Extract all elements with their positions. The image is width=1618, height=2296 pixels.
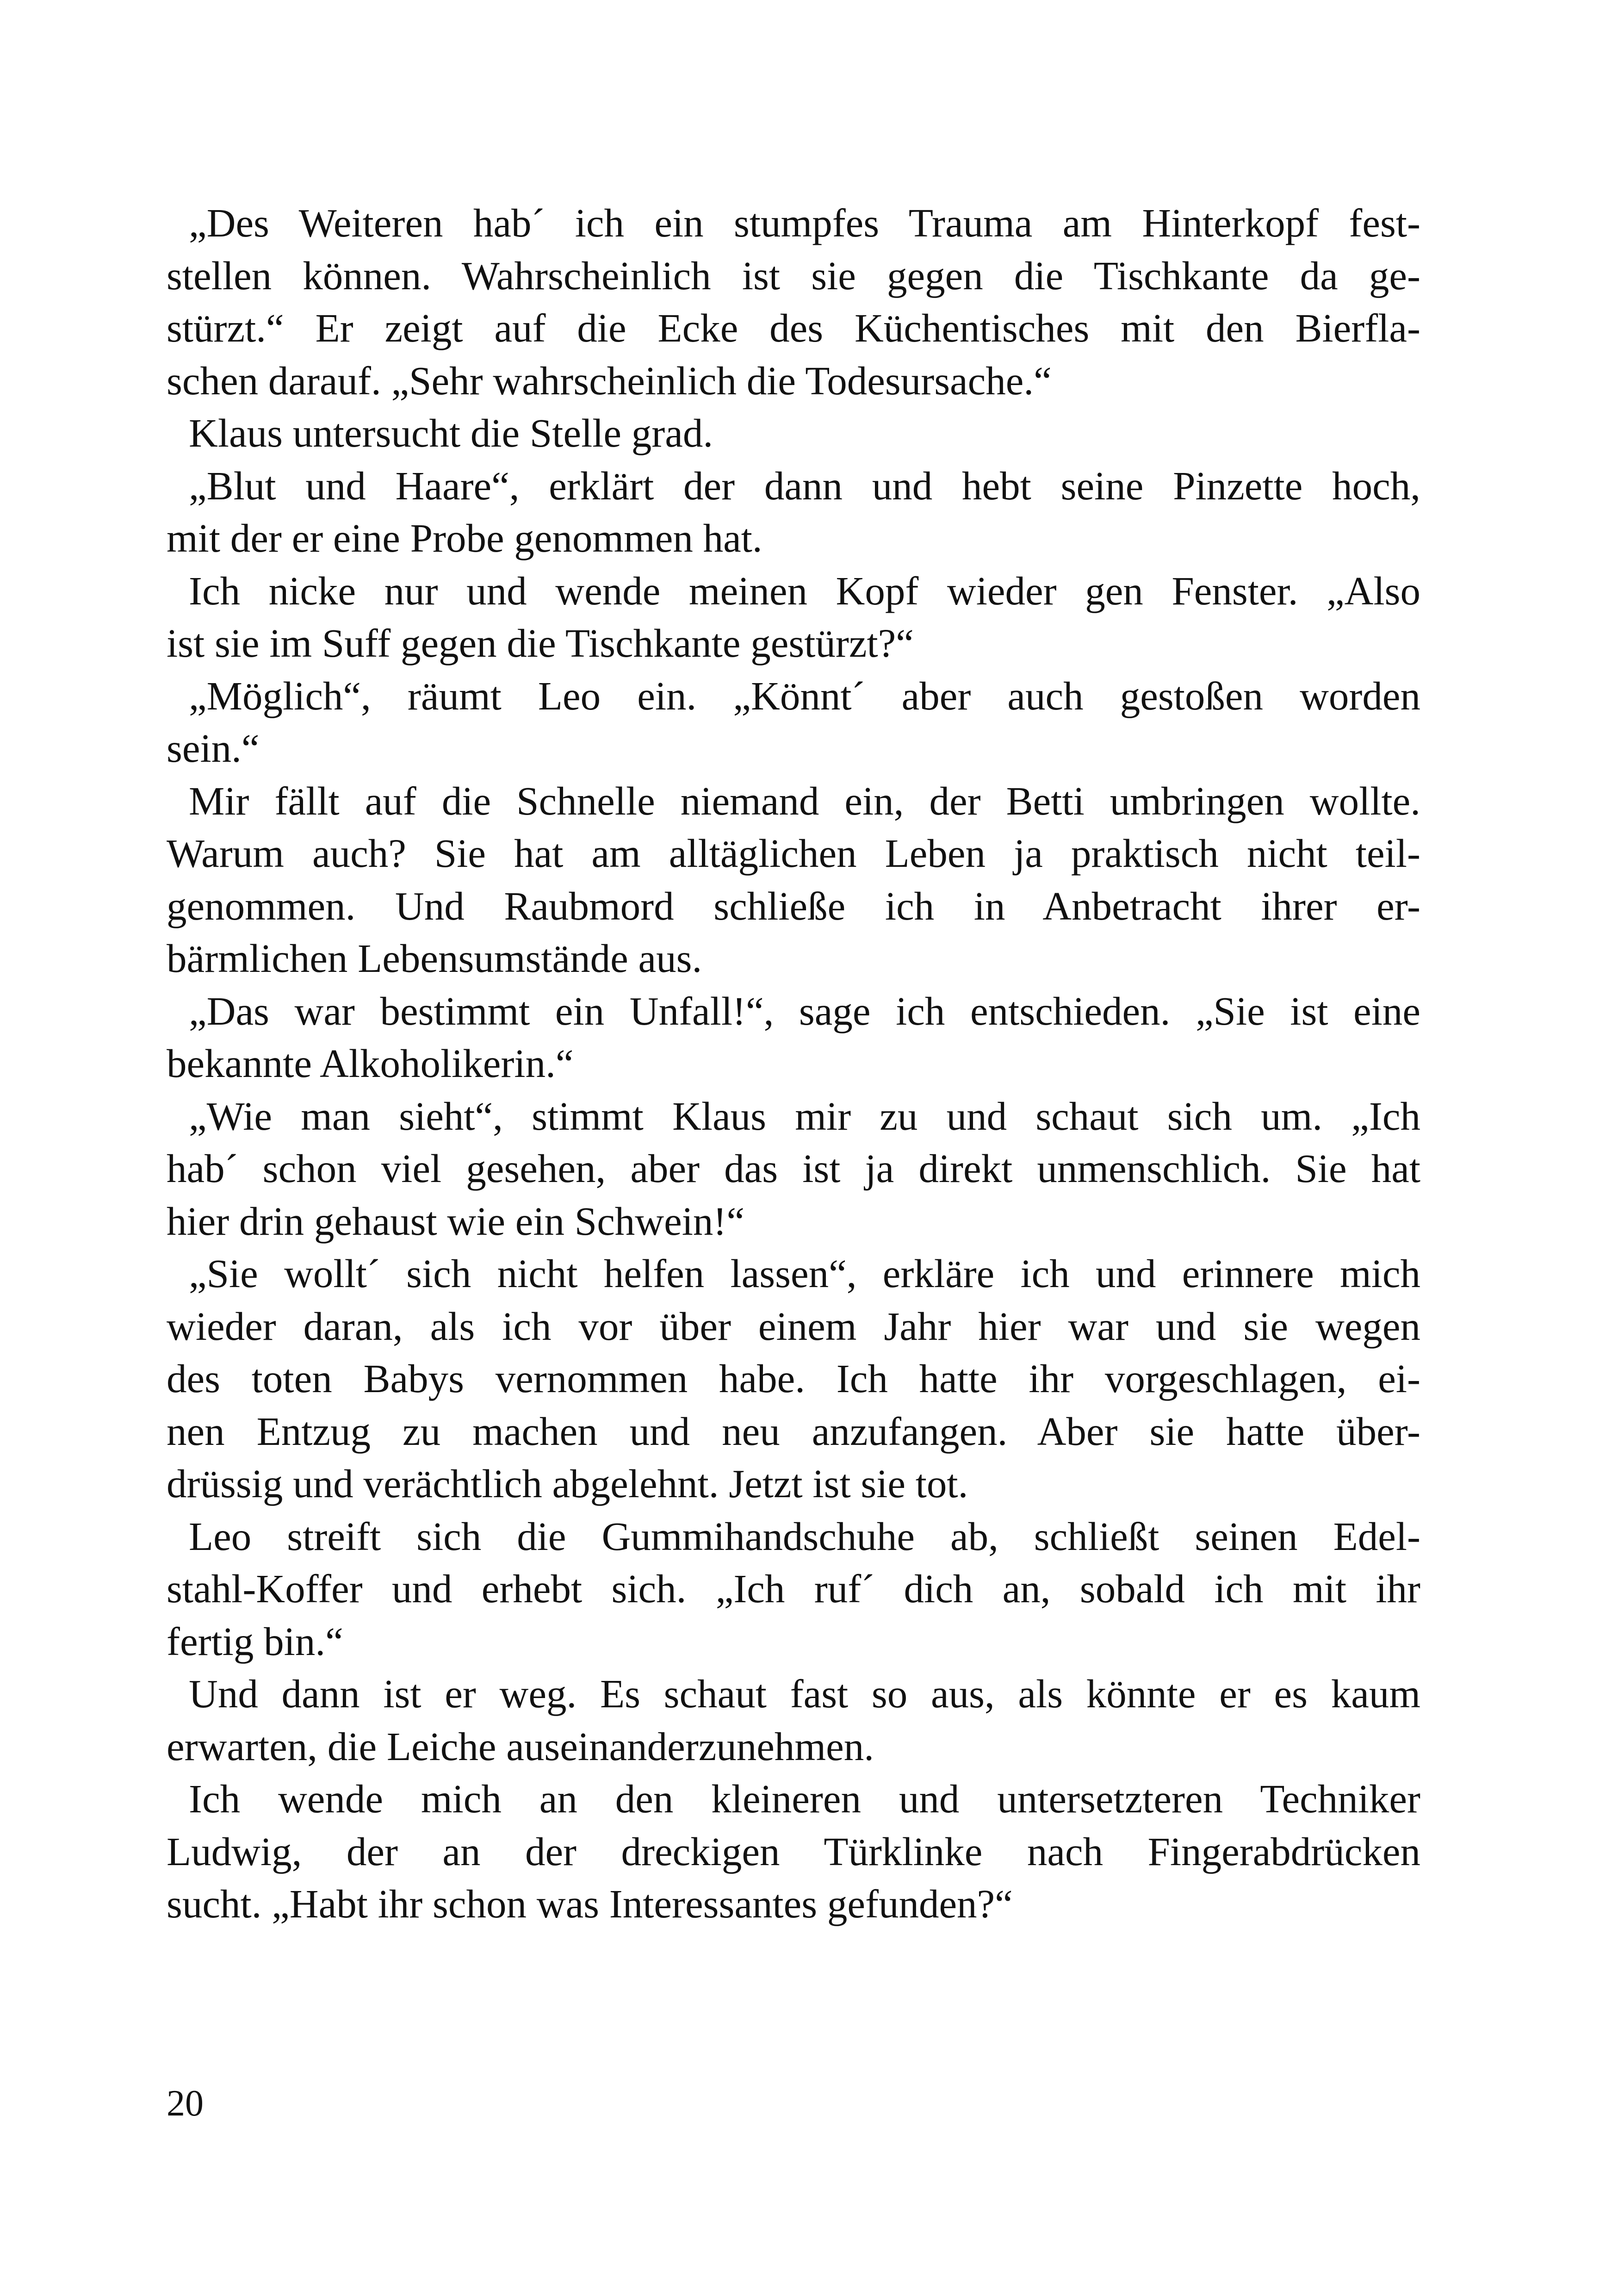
text-line: ist sie im Suff gegen die Tischkante gestürzt?“ [167, 621, 914, 666]
text-line: Leo streift sich die Gummihandschuhe ab, schließt seinen Edel- [189, 1513, 1420, 1559]
text-line: stürzt.“ Er zeigt auf die Ecke des Küchentisches mit den Bierfla- [167, 305, 1420, 350]
text-line: mit der er eine Probe genommen hat. [167, 516, 763, 560]
text-line: „Wie man sieht“, stimmt Klaus mir zu und schaut sich um. „Ich [189, 1093, 1420, 1139]
text-line: Warum auch? Sie hat am alltäglichen Leben ja praktisch nicht teil- [167, 831, 1420, 876]
text-line: sucht. „Habt ihr schon was Interessantes gefunden?“ [167, 1881, 1013, 1926]
text-line: bärmlichen Lebensumstände aus. [167, 936, 702, 981]
text-line: fertig bin.“ [167, 1618, 343, 1664]
text-line: stellen können. Wahrscheinlich ist sie gegen die Tischkante da ge- [167, 253, 1420, 298]
paragraph [167, 775, 1420, 985]
paragraph [167, 985, 1420, 1090]
text-line: schen darauf. „Sehr wahrscheinlich die Todesursache.“ [167, 358, 1052, 403]
text-line: Ich wende mich an den kleineren und untersetzteren Techniker [189, 1776, 1420, 1821]
text-line: hab´ schon viel gesehen, aber das ist ja direkt unmenschlich. Sie hat [167, 1146, 1420, 1191]
paragraph [167, 565, 1420, 670]
body-text [167, 197, 1420, 1930]
text-line: erwarten, die Leiche auseinanderzunehmen. [167, 1724, 874, 1769]
text-line: Mir fällt auf die Schnelle niemand ein, der Betti umbringen wollte. [189, 778, 1420, 823]
paragraph [167, 197, 1420, 407]
text-line: „Des Weiteren hab´ ich ein stumpfes Trauma am Hinterkopf fest- [189, 200, 1420, 245]
page-number: 20 [167, 2083, 204, 2124]
paragraph [167, 1668, 1420, 1773]
text-line: nen Entzug zu machen und neu anzufangen. Aber sie hatte über- [167, 1408, 1420, 1454]
text-line: stahl-Koffer und erhebt sich. „Ich ruf´ dich an, sobald ich mit ihr [167, 1566, 1420, 1611]
paragraph [167, 460, 1420, 565]
text-line: des toten Babys vernommen habe. Ich hatte ihr vorgeschlagen, ei- [167, 1356, 1420, 1401]
paragraph [167, 1773, 1420, 1930]
text-line: Klaus untersucht die Stelle grad. [189, 411, 713, 455]
text-line: „Möglich“, räumt Leo ein. „Könnt´ aber auch gestoßen worden [189, 673, 1420, 718]
text-line: hier drin gehaust wie ein Schwein!“ [167, 1198, 745, 1244]
text-line: sein.“ [167, 726, 260, 771]
text-line: drüssig und verächtlich abgelehnt. Jetzt ist sie tot. [167, 1461, 968, 1506]
paragraph [167, 1247, 1420, 1510]
paragraph [167, 670, 1420, 775]
text-line: genommen. Und Raubmord schließe ich in Anbetracht ihrer er- [167, 883, 1420, 928]
text-line: Ludwig, der an der dreckigen Türklinke nach Fingerabdrücken [167, 1829, 1420, 1874]
text-line: Ich nicke nur und wende meinen Kopf wieder gen Fenster. „Also [189, 568, 1420, 613]
text-line: „Sie wollt´ sich nicht helfen lassen“, erkläre ich und erinnere mich [189, 1251, 1420, 1296]
text-line: „Blut und Haare“, erklärt der dann und hebt seine Pinzette hoch, [189, 463, 1420, 508]
paragraph [167, 1510, 1420, 1668]
text-line: bekannte Alkoholikerin.“ [167, 1041, 574, 1086]
text-line: wieder daran, als ich vor über einem Jahr hier war und sie wegen [167, 1303, 1420, 1349]
paragraph [167, 407, 1420, 460]
paragraph [167, 1090, 1420, 1248]
text-line: Und dann ist er weg. Es schaut fast so aus, als könnte er es kaum [189, 1671, 1420, 1716]
text-line: „Das war bestimmt ein Unfall!“, sage ich entschieden. „Sie ist eine [189, 988, 1420, 1033]
